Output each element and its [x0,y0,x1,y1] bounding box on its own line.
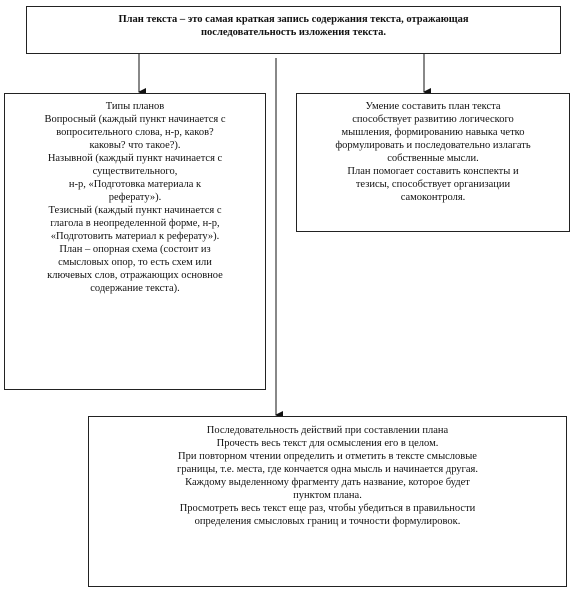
types-line: Назывной (каждый пункт начинается с [47,153,223,164]
skill-line: Умение составить план текста [365,101,501,112]
skill-line: План помогает составить конспекты и [347,166,519,177]
types-line: План – опорная схема (состоит из [59,244,211,255]
plan-types-box [4,93,266,390]
types-line: н-р, «Подготовка материала к [68,179,202,190]
skill-line: тезисы, способствует организации [355,179,511,190]
sequence-line: При повторном чтении определить и отметить в тексте смысловые [178,451,477,462]
plan-definition-box [26,6,561,54]
sequence-title: Последовательность действий при составлении плана [206,425,449,436]
sequence-line: Просмотреть весь текст еще раз, чтобы убедиться в правильности [179,503,476,514]
skill-line: самоконтроля. [400,192,466,203]
types-title: Типы планов [105,101,165,112]
skill-line: формулировать и последовательно излагать [335,140,531,151]
types-line: Тезисный (каждый пункт начинается с [48,205,222,216]
plan-skill-box [296,93,570,232]
types-line: Вопросный (каждый пункт начинается с [44,114,226,125]
sequence-line: Прочесть весь текст для осмысления его в целом. [216,438,439,449]
definition-line: План текста – это самая краткая запись содержания текста, отражающая [118,14,469,25]
skill-line: мышления, формированию навыка четко [341,127,525,138]
sequence-line: Каждому выделенному фрагменту дать название, которое будет [185,477,470,488]
plan-sequence-box [88,416,567,587]
types-line: смысловых опор, то есть схем или [58,257,212,268]
definition-line: последовательность изложения текста. [201,27,386,38]
types-line: содержание текста). [90,283,180,294]
skill-line: собственные мысли. [387,153,479,164]
types-line: существительного, [92,166,178,177]
skill-line: способствует развитию логического [352,114,514,125]
types-line: ключевых слов, отражающих основное [47,270,223,281]
sequence-line: пунктом плана. [293,490,362,501]
types-line: «Подготовить материал к реферату»). [50,231,220,242]
types-line: глагола в неопределенной форме, н-р, [50,218,220,229]
types-line: каковы? что такое?). [89,140,181,151]
sequence-line: определения смысловых границ и точности формулировок. [194,516,461,527]
types-line: вопросительного слова, н-р, каков? [56,127,214,138]
sequence-line: границы, т.е. места, где кончается одна мысль и начинается другая. [177,464,478,475]
types-line: реферату»). [108,192,162,203]
